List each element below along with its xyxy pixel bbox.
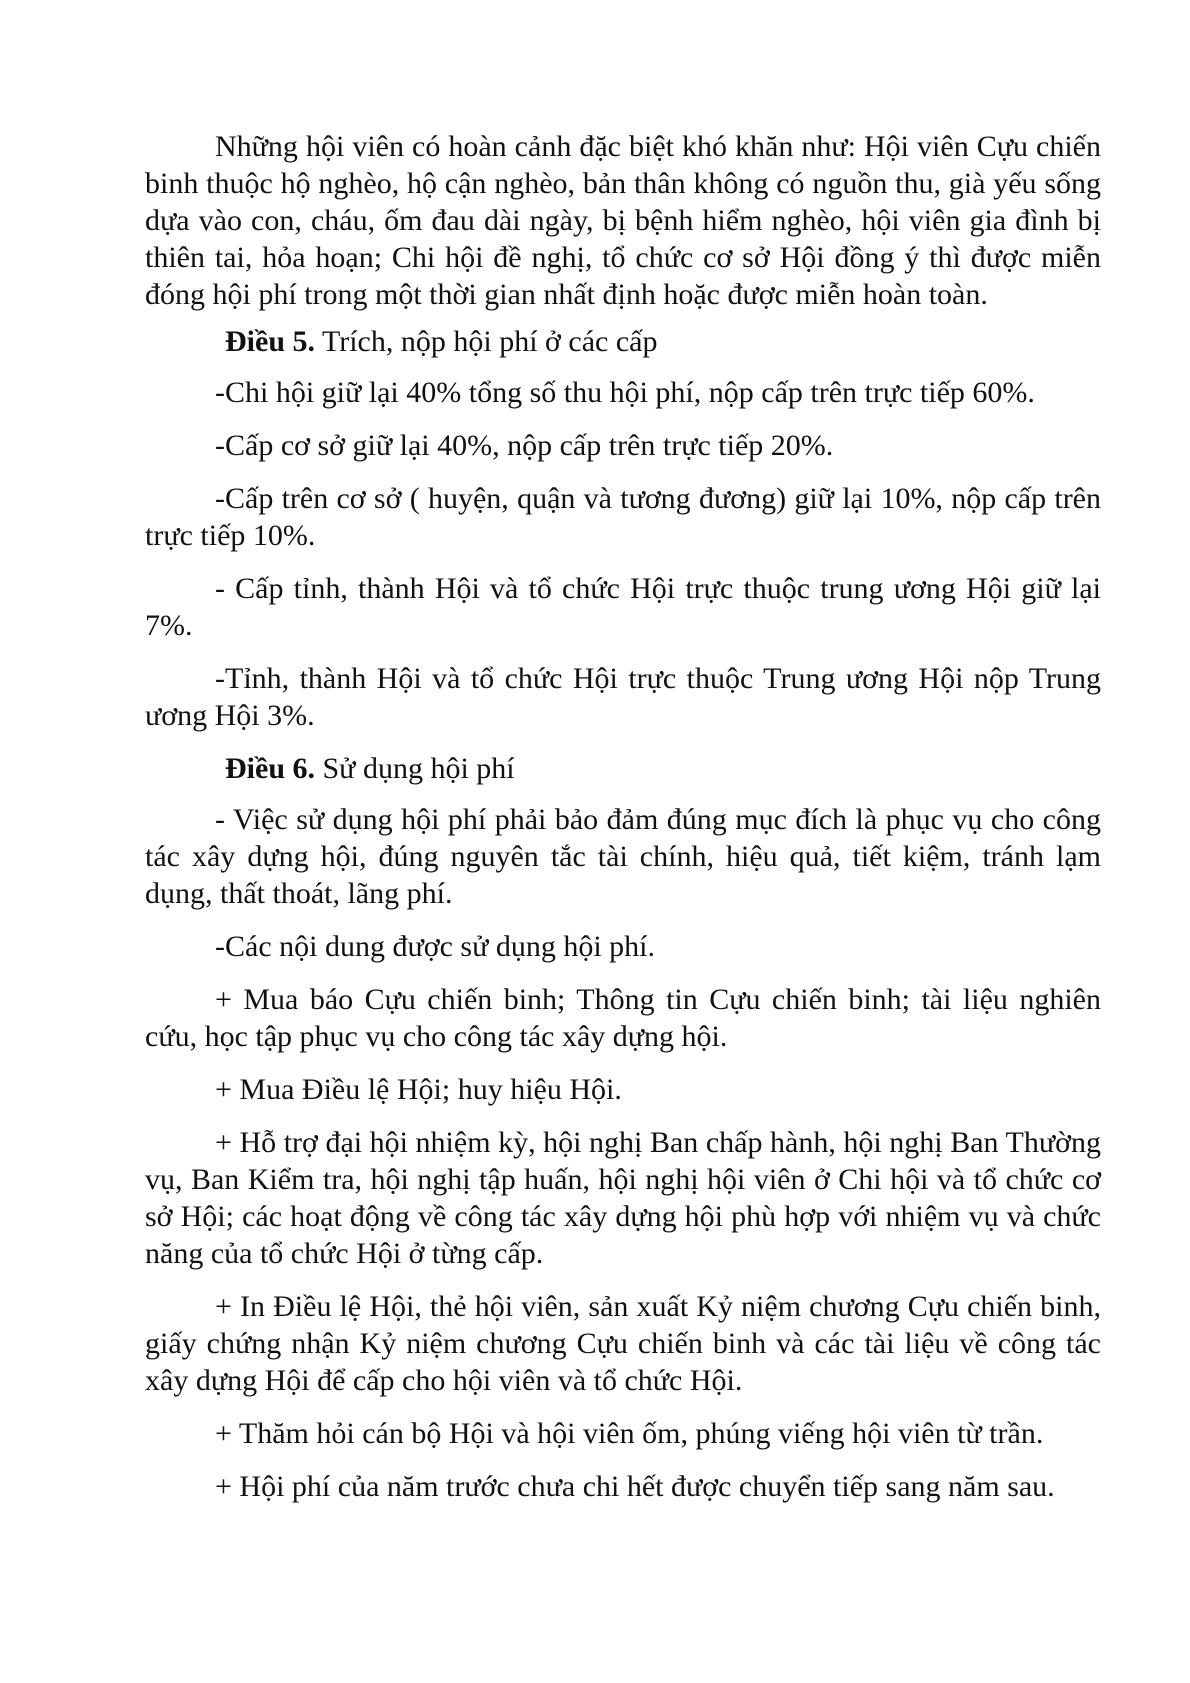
article-6-title: Sử dụng hội phí	[315, 752, 515, 785]
article-5-item: -Cấp cơ sở giữ lại 40%, nộp cấp trên trực tiếp 20%.	[215, 429, 834, 462]
article-6-item: + Thăm hỏi cán bộ Hội và hội viên ốm, phúng viếng hội viên từ trần.	[215, 1417, 1044, 1450]
article-6-item: + Hỗ trợ đại hội nhiệm kỳ, hội nghị Ban chấp hành, hội nghị Ban Thường vụ, Ban Kiểm tra, hội nghị tập huấn, hội nghị hội viên ở Chi hội và tổ chức cơ sở Hội; các hoạt động về công tác xây dựng hội phù hợp với nhiệm vụ và chức năng của tổ chức Hội ở từng cấp.	[145, 1126, 1101, 1270]
article-6-number: Điều 6.	[225, 752, 315, 785]
article-6-item: - Việc sử dụng hội phí phải bảo đảm đúng mục đích là phục vụ cho công tác xây dựng hội, đúng nguyên tắc tài chính, hiệu quả, tiết kiệm, tránh lạm dụng, thất thoát, lãng phí.	[145, 803, 1101, 910]
article-5-item: - Cấp tỉnh, thành Hội và tổ chức Hội trực thuộc trung ương Hội giữ lại 7%.	[145, 572, 1101, 642]
article-5-item: -Tỉnh, thành Hội và tổ chức Hội trực thuộc Trung ương Hội nộp Trung ương Hội 3%.	[145, 662, 1101, 732]
article-6-item: + In Điều lệ Hội, thẻ hội viên, sản xuất Kỷ niệm chương Cựu chiến binh, giấy chứng nhận Kỷ niệm chương Cựu chiến binh và các tài liệu về công tác xây dựng Hội để cấp cho hội viên và tổ chức Hội.	[145, 1290, 1101, 1397]
article-5-item: -Chi hội giữ lại 40% tổng số thu hội phí, nộp cấp trên trực tiếp 60%.	[215, 376, 1035, 409]
article-6-item: + Hội phí của năm trước chưa chi hết được chuyển tiếp sang năm sau.	[215, 1470, 1055, 1503]
article-6-item: + Mua Điều lệ Hội; huy hiệu Hội.	[215, 1073, 622, 1106]
article-6-item: -Các nội dung được sử dụng hội phí.	[215, 930, 656, 963]
article-5-title: Trích, nộp hội phí ở các cấp	[315, 325, 658, 358]
article-5-number: Điều 5.	[225, 325, 315, 358]
article-5-item: -Cấp trên cơ sở ( huyện, quận và tương đương) giữ lại 10%, nộp cấp trên trực tiếp 10%.	[145, 482, 1101, 552]
document-page	[145, 128, 1101, 1521]
article-6-item: + Mua báo Cựu chiến binh; Thông tin Cựu chiến binh; tài liệu nghiên cứu, học tập phục vụ cho công tác xây dựng hội.	[145, 983, 1101, 1053]
article-6-heading	[145, 750, 1101, 787]
intro-paragraph: Những hội viên có hoàn cảnh đặc biệt khó khăn như: Hội viên Cựu chiến binh thuộc hộ nghèo, hộ cận nghèo, bản thân không có nguồn thu, già yếu sống dựa vào con, cháu, ốm đau dài ngày, bị bệnh hiểm nghèo, hội viên gia đình bị thiên tai, hỏa hoạn; Chi hội đề nghị, tổ chức cơ sở Hội đồng ý thì được miễn đóng hội phí trong một thời gian nhất định hoặc được miễn hoàn toàn.	[145, 130, 1101, 311]
article-5-heading	[145, 323, 1101, 360]
